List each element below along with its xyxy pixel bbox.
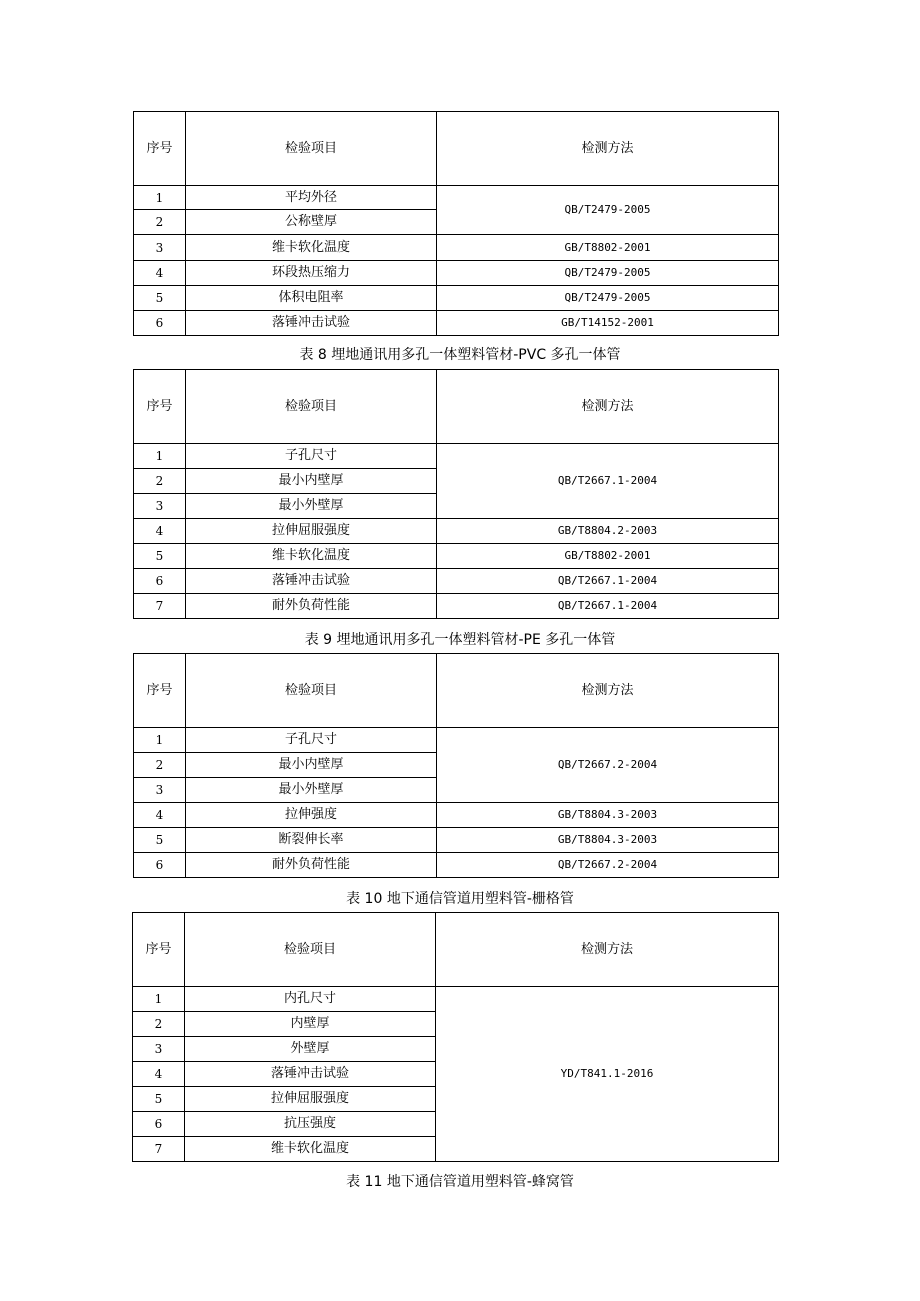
- row-item: 内壁厚: [185, 1012, 436, 1037]
- row-no: 6: [133, 1112, 185, 1137]
- row-item: 维卡软化温度: [186, 235, 437, 261]
- merged-method: YD/T841.1-2016: [436, 987, 779, 1162]
- row-no: 2: [134, 210, 186, 235]
- row-item: 体积电阻率: [186, 286, 437, 311]
- row-no: 1: [133, 987, 185, 1012]
- row-no: 3: [133, 1037, 185, 1062]
- row-no: 2: [134, 469, 186, 494]
- row-method: QB/T2479-2005: [437, 261, 779, 286]
- table-pvc-multihole: [133, 111, 779, 336]
- row-item: 子孔尺寸: [186, 444, 437, 469]
- row-no: 4: [134, 803, 186, 828]
- row-no: 1: [134, 728, 186, 753]
- header-method: 检测方法: [437, 112, 779, 186]
- row-no: 1: [134, 186, 186, 210]
- header-item: 检验项目: [186, 112, 437, 186]
- row-no: 3: [134, 235, 186, 261]
- table-caption: 表 8 埋地通讯用多孔一体塑料管材-PVC 多孔一体管: [299, 347, 621, 363]
- row-item: 最小内壁厚: [186, 753, 437, 778]
- row-method: GB/T8802-2001: [437, 235, 779, 261]
- header-method: 检测方法: [437, 370, 779, 444]
- table-grid-pipe: [133, 653, 779, 878]
- row-item: 子孔尺寸: [186, 728, 437, 753]
- row-item: 耐外负荷性能: [186, 853, 437, 878]
- row-item: 平均外径: [186, 186, 437, 210]
- row-no: 4: [133, 1062, 185, 1087]
- row-method: GB/T14152-2001: [437, 311, 779, 336]
- row-item: 拉伸屈服强度: [185, 1087, 436, 1112]
- row-item: 落锤冲击试验: [185, 1062, 436, 1087]
- row-no: 1: [134, 444, 186, 469]
- row-item: 拉伸强度: [186, 803, 437, 828]
- row-item: 耐外负荷性能: [186, 594, 437, 619]
- header-method: 检测方法: [437, 654, 779, 728]
- row-item: 维卡软化温度: [185, 1137, 436, 1162]
- row-no: 7: [133, 1137, 185, 1162]
- row-method: QB/T2667.2-2004: [437, 853, 779, 878]
- row-item: 最小外壁厚: [186, 778, 437, 803]
- row-method: GB/T8804.3-2003: [437, 828, 779, 853]
- row-no: 5: [134, 286, 186, 311]
- header-no: 序号: [134, 370, 186, 444]
- row-item: 最小外壁厚: [186, 494, 437, 519]
- merged-method: QB/T2479-2005: [437, 186, 779, 235]
- row-no: 3: [134, 778, 186, 803]
- row-item: 环段热压缩力: [186, 261, 437, 286]
- row-item: 拉伸屈服强度: [186, 519, 437, 544]
- row-no: 2: [134, 753, 186, 778]
- row-item: 内孔尺寸: [185, 987, 436, 1012]
- table-caption: 表 10 地下通信管道用塑料管-栅格管: [346, 891, 574, 907]
- row-item: 落锤冲击试验: [186, 569, 437, 594]
- table-caption: 表 9 埋地通讯用多孔一体塑料管材-PE 多孔一体管: [304, 632, 616, 648]
- merged-method: QB/T2667.1-2004: [437, 444, 779, 519]
- header-item: 检验项目: [186, 654, 437, 728]
- row-no: 5: [134, 828, 186, 853]
- row-item: 公称壁厚: [186, 210, 437, 235]
- row-item: 断裂伸长率: [186, 828, 437, 853]
- merged-method: QB/T2667.2-2004: [437, 728, 779, 803]
- header-no: 序号: [133, 913, 185, 987]
- table-honeycomb-pipe: [132, 912, 779, 1162]
- row-method: GB/T8804.2-2003: [437, 519, 779, 544]
- row-item: 最小内壁厚: [186, 469, 437, 494]
- row-no: 6: [134, 311, 186, 336]
- table-caption: 表 11 地下通信管道用塑料管-蜂窝管: [346, 1174, 574, 1190]
- row-item: 落锤冲击试验: [186, 311, 437, 336]
- row-no: 2: [133, 1012, 185, 1037]
- row-method: QB/T2667.1-2004: [437, 569, 779, 594]
- row-item: 维卡软化温度: [186, 544, 437, 569]
- row-no: 5: [134, 544, 186, 569]
- header-item: 检验项目: [186, 370, 437, 444]
- row-no: 6: [134, 569, 186, 594]
- row-no: 3: [134, 494, 186, 519]
- row-method: GB/T8804.3-2003: [437, 803, 779, 828]
- header-no: 序号: [134, 654, 186, 728]
- row-method: QB/T2667.1-2004: [437, 594, 779, 619]
- row-no: 7: [134, 594, 186, 619]
- row-item: 外壁厚: [185, 1037, 436, 1062]
- header-no: 序号: [134, 112, 186, 186]
- row-no: 4: [134, 519, 186, 544]
- table-pe-multihole: [133, 369, 779, 619]
- row-item: 抗压强度: [185, 1112, 436, 1137]
- header-method: 检测方法: [436, 913, 779, 987]
- row-no: 4: [134, 261, 186, 286]
- row-no: 5: [133, 1087, 185, 1112]
- row-no: 6: [134, 853, 186, 878]
- header-item: 检验项目: [185, 913, 436, 987]
- row-method: GB/T8802-2001: [437, 544, 779, 569]
- row-method: QB/T2479-2005: [437, 286, 779, 311]
